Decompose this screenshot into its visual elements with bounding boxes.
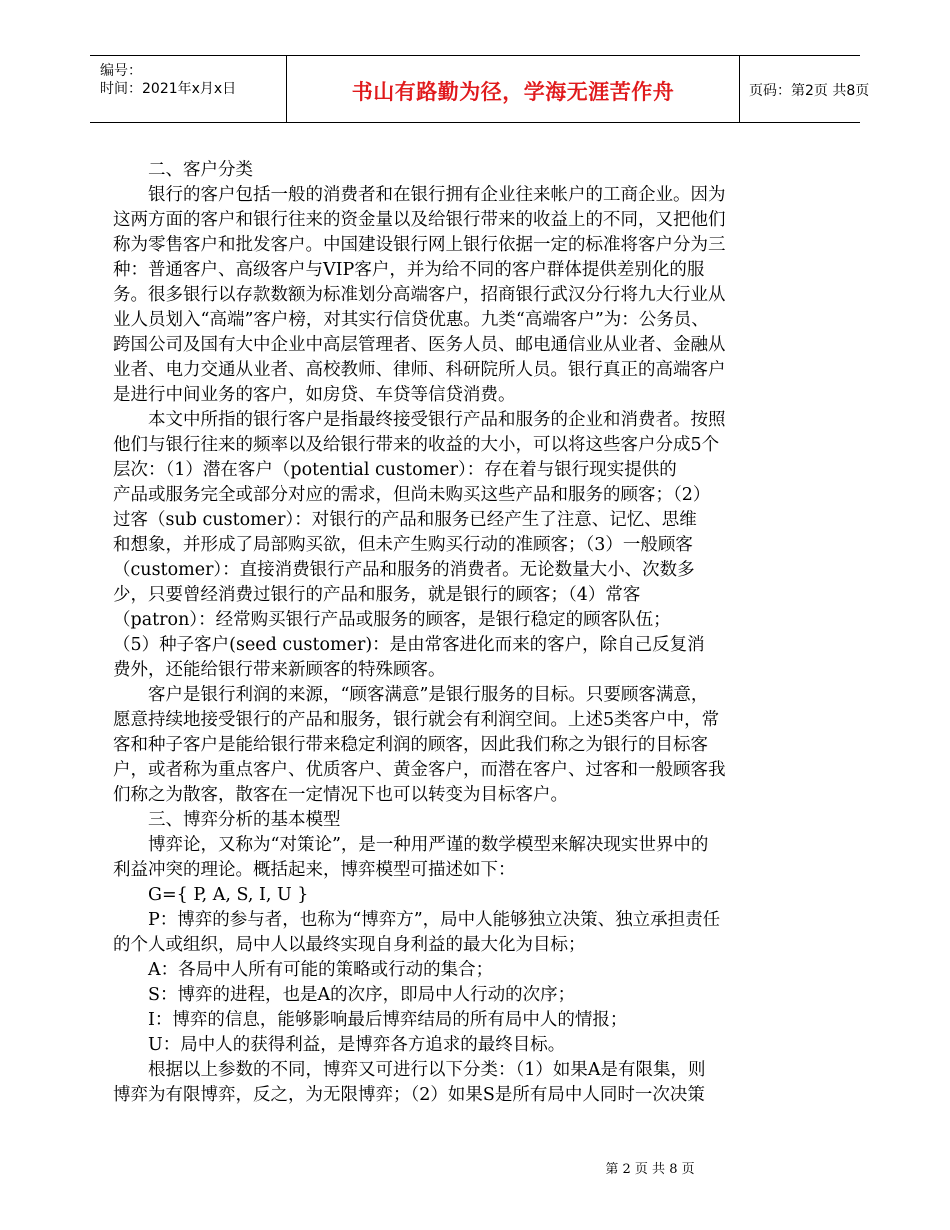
body-text-line: 客户是银行利润的来源，“顾客满意”是银行服务的目标。只要顾客满意， — [148, 685, 709, 705]
body-text-line: G={ P, A, S, I, U } — [148, 885, 309, 905]
body-text-line: （customer）：直接消费银行产品和服务的消费者。无论数量大小、次数多 — [113, 560, 695, 580]
header-meta — [90, 56, 286, 122]
body-text-line: 业人员划入“高端”客户榜，对其实行信贷优惠。九类“高端客户”为：公务员、 — [113, 310, 709, 330]
body-text-line: 他们与银行往来的频率以及给银行带来的收益的大小，可以将这些客户分成5个 — [113, 435, 720, 455]
body-text-line: 跨国公司及国有大中企业中高层管理者、医务人员、邮电通信业从业者、金融从 — [113, 335, 726, 355]
body-text-line: （5）种子客户(seed customer)：是由常客进化而来的客户，除自己反复消 — [113, 635, 705, 655]
body-text-line: 的个人或组织，局中人以最终实现自身利益的最大化为目标； — [113, 935, 586, 955]
body-text-line: 根据以上参数的不同，博弈又可进行以下分类：（1）如果A是有限集，则 — [148, 1060, 706, 1080]
body-text-line: 层次：（1）潜在客户（potential customer）：存在着与银行现实提供的 — [113, 460, 677, 480]
body-text-line: 愿意持续地接受银行的产品和服务，银行就会有利润空间。上述5类客户中，常 — [113, 710, 720, 730]
body-text-line: 银行的客户包括一般的消费者和在银行拥有企业往来帐户的工商企业。因为 — [148, 185, 726, 205]
body-text-line: 这两方面的客户和银行往来的资金量以及给银行带来的收益上的不同，又把他们 — [113, 210, 726, 230]
body-text-line: 务。很多银行以存款数额为标准划分高端客户，招商银行武汉分行将九大行业从 — [113, 285, 726, 305]
body-text-line: 们称之为散客，散客在一定情况下也可以转变为目标客户。 — [113, 785, 568, 805]
body-text-line: P：博弈的参与者，也称为“博弈方”，局中人能够独立决策、独立承担责任 — [148, 910, 721, 930]
body-text-line: 产品或服务完全或部分对应的需求，但尚未购买这些产品和服务的顾客；（2） — [113, 485, 711, 505]
body-text-line: 客和种子客户是能给银行带来稳定利润的顾客，因此我们称之为银行的目标客 — [113, 735, 708, 755]
header-page-cell — [739, 56, 870, 122]
body-text-line: 和想象，并形成了局部购买欲，但未产生购买行动的准顾客；（3）一般顾客 — [113, 535, 693, 555]
body-text-line: S：博弈的进程，也是A的次序，即局中人行动的次序； — [148, 985, 576, 1005]
header-motto-cell — [286, 56, 740, 122]
body-text-line: U：局中人的获得利益，是博弈各方追求的最终目标。 — [148, 1035, 566, 1055]
body-text-line: 种：普通客户、高级客户与VIP客户，并为给不同的客户群体提供差别化的服 — [113, 260, 705, 280]
body-text-line: 本文中所指的银行客户是指最终接受银行产品和服务的企业和消费者。按照 — [148, 410, 726, 430]
header-page-info: 页码：第2页 共8页 — [749, 83, 870, 99]
body-text-line: 博弈为有限博弈，反之，为无限博弈；（2）如果S是所有局中人同时一次决策 — [113, 1085, 705, 1105]
document-body — [113, 158, 763, 1108]
body-text-line: 户，或者称为重点客户、优质客户、黄金客户，而潜在客户、过客和一般顾客我 — [113, 760, 726, 780]
document-time-label: 时间：2021年x月x日 — [100, 81, 237, 97]
body-text-line: 少，只要曾经消费过银行的产品和服务，就是银行的顾客；（4）常客 — [113, 585, 641, 605]
body-text-line: 称为零售客户和批发客户。中国建设银行网上银行依据一定的标准将客户分为三 — [113, 235, 726, 255]
body-text-line: 费外，还能给银行带来新顾客的特殊顾客。 — [113, 660, 446, 680]
document-number-label: 编号： — [100, 63, 142, 79]
body-text-line: 过客（sub customer）：对银行的产品和服务已经产生了注意、记忆、思维 — [113, 510, 697, 530]
header-motto: 书山有路勤为径，学海无涯苦作舟 — [351, 80, 675, 104]
body-text-line: A：各局中人所有可能的策略或行动的集合； — [148, 960, 494, 980]
body-text-line: 博弈论，又称为“对策论”，是一种用严谨的数学模型来解决现实世界中的 — [148, 835, 709, 855]
page-footer — [0, 1158, 950, 1177]
footer-page-number: 第 2 页 共 8 页 — [605, 1162, 695, 1177]
page-header — [90, 55, 870, 123]
body-text-line: I：博弈的信息，能够影响最后博弈结局的所有局中人的情报； — [148, 1010, 628, 1030]
body-text-line: （patron）：经常购买银行产品或服务的顾客，是银行稳定的顾客队伍； — [113, 610, 671, 630]
body-text-line: 三、博弈分析的基本模型 — [148, 810, 341, 830]
body-text-line: 是进行中间业务的客户，如房贷、车贷等信贷消费。 — [113, 385, 516, 405]
body-text-line: 二、客户分类 — [148, 160, 253, 180]
body-text-line: 利益冲突的理论。概括起来，博弈模型可描述如下： — [113, 860, 516, 880]
body-text-line: 业者、电力交通从业者、高校教师、律师、科研院所人员。银行真正的高端客户 — [113, 360, 726, 380]
